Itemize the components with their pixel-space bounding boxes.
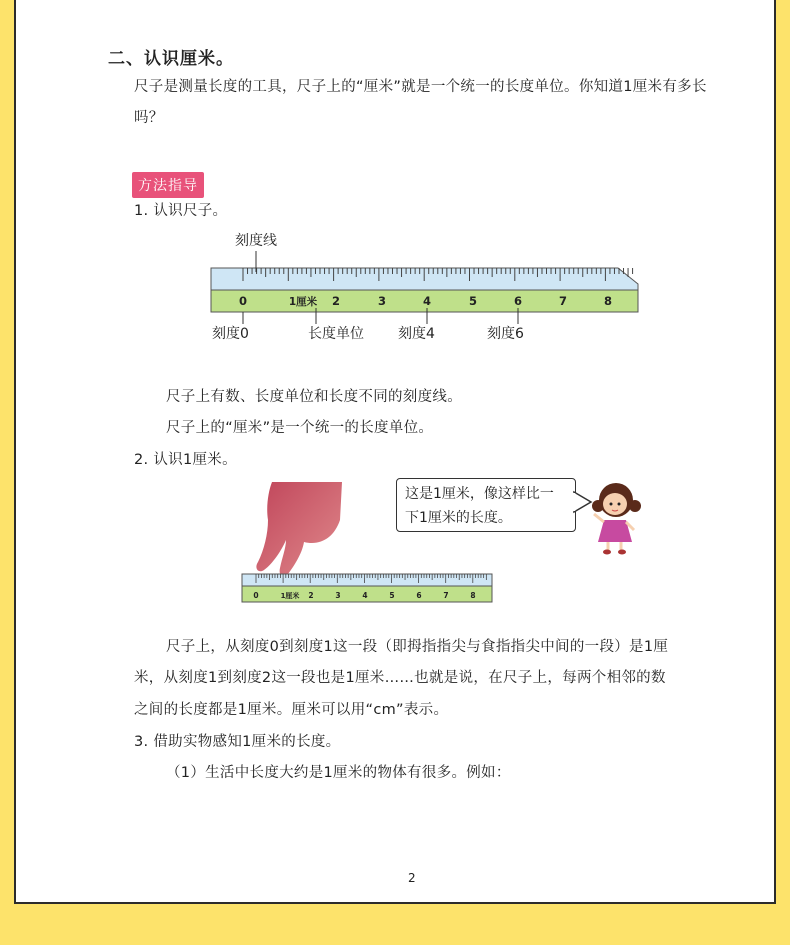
ruler-number: 5 bbox=[468, 294, 478, 308]
label-zero: 刻度0 bbox=[212, 326, 249, 342]
step3-subitem: （1）生活中长度大约是1厘米的物体有很多。例如： bbox=[166, 765, 511, 781]
ruler-number: 6 bbox=[513, 294, 523, 308]
label-six: 刻度6 bbox=[487, 326, 524, 342]
explain-line-1: 尺子上，从刻度0到刻度1这一段（即拇指指尖与食指指尖中间的一段）是1厘 bbox=[166, 639, 669, 655]
small-ruler-number: 4 bbox=[362, 591, 368, 600]
explain-line-2: 米，从刻度1到刻度2这一段也是1厘米……也就是说，在尺子上，每两个相邻的数 bbox=[134, 670, 666, 686]
small-ruler-number: 6 bbox=[416, 591, 422, 600]
small-ruler-number: 5 bbox=[389, 591, 395, 600]
girl-face bbox=[603, 493, 627, 515]
ruler-number: 3 bbox=[377, 294, 387, 308]
label-four: 刻度4 bbox=[398, 326, 435, 342]
small-ruler-number: 7 bbox=[443, 591, 449, 600]
small-ruler-number: 1厘米 bbox=[280, 592, 300, 600]
hand-illustration bbox=[244, 480, 354, 580]
ruler-diagram bbox=[206, 250, 646, 325]
ruler-number: 1厘米 bbox=[288, 296, 318, 308]
textbook-page bbox=[14, 0, 776, 904]
note-one: 尺子上有数、长度单位和长度不同的刻度线。 bbox=[166, 389, 462, 405]
explain-line-3: 之间的长度都是1厘米。厘米可以用“cm”表示。 bbox=[134, 702, 449, 718]
small-ruler-number: 2 bbox=[308, 591, 314, 600]
small-ruler-number: 0 bbox=[253, 591, 259, 600]
ruler-number: 8 bbox=[603, 294, 613, 308]
girl-illustration bbox=[588, 480, 644, 556]
method-badge: 方法指导 bbox=[132, 172, 204, 198]
tick-line-label: 刻度线 bbox=[235, 233, 277, 249]
step1-title: 1. 认识尺子。 bbox=[134, 203, 228, 219]
section-title: 二、认识厘米。 bbox=[108, 49, 234, 69]
small-ruler-number: 8 bbox=[470, 591, 476, 600]
small-ruler bbox=[240, 572, 496, 604]
step2-title: 2. 认识1厘米。 bbox=[134, 452, 237, 468]
note-two: 尺子上的“厘米”是一个统一的长度单位。 bbox=[166, 420, 434, 436]
hand-shape bbox=[256, 482, 342, 576]
ruler-number: 0 bbox=[238, 294, 248, 308]
ruler-number: 4 bbox=[422, 294, 432, 308]
ruler-number: 2 bbox=[331, 294, 341, 308]
ruler-number: 7 bbox=[558, 294, 568, 308]
step3-title: 3. 借助实物感知1厘米的长度。 bbox=[134, 734, 341, 750]
intro-paragraph: 尺子是测量长度的工具，尺子上的“厘米”就是一个统一的长度单位。你知道1厘米有多长吗？ bbox=[134, 79, 707, 126]
speech-bubble: 这是1厘米，像这样比一下1厘米的长度。 bbox=[396, 478, 576, 532]
small-ruler-number: 3 bbox=[335, 591, 341, 600]
label-unit: 长度单位 bbox=[308, 326, 364, 342]
page-number: 2 bbox=[408, 871, 416, 885]
